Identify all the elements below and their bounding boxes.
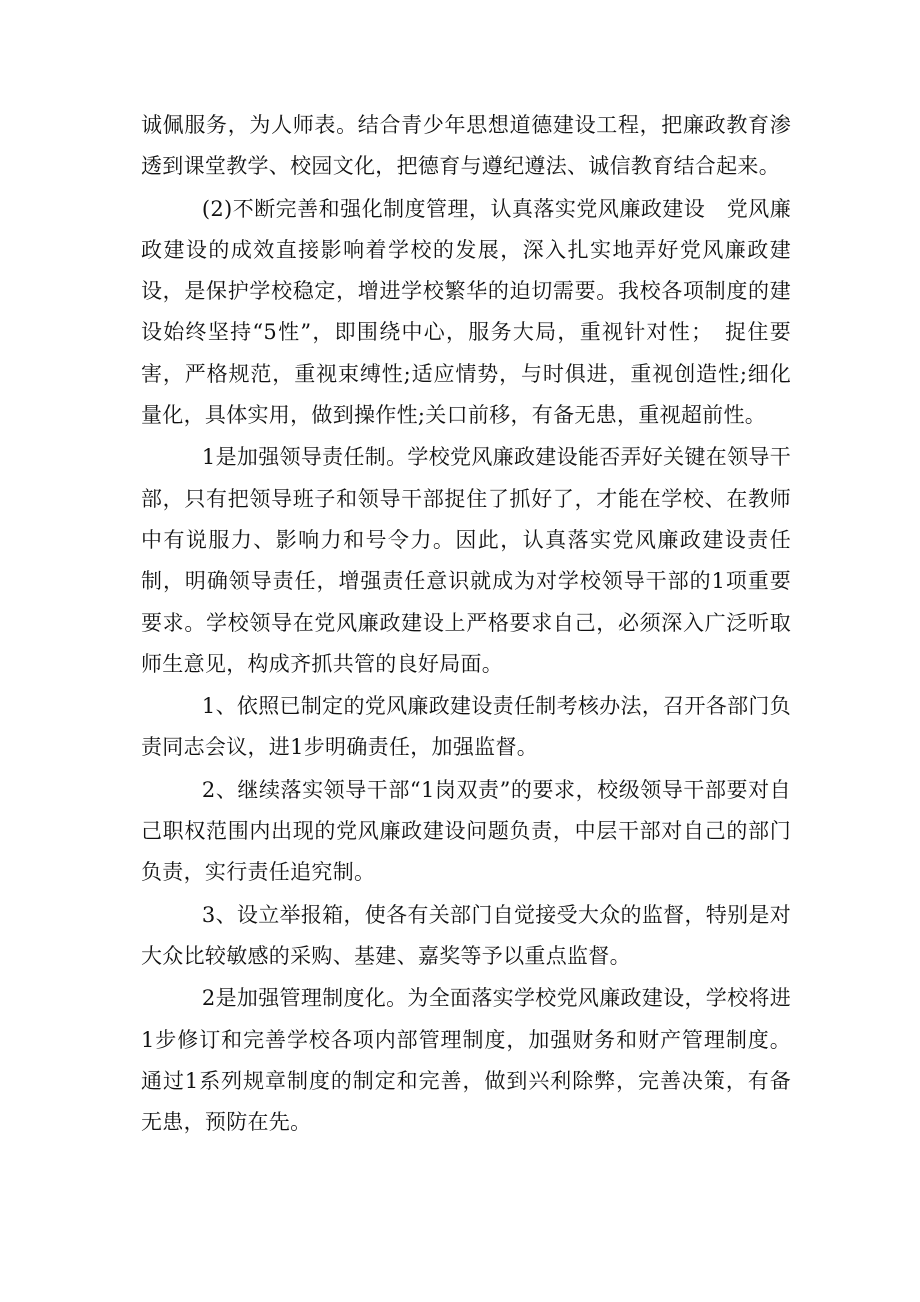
paragraph-item-2: 2、继续落实领导干部“1岗双责”的要求，校级领导干部要对自己职权范围内出现的党风廉政建设问题负责，中层干部对自己的部门负责，实行责任追究制。: [141, 777, 791, 885]
document-body: [141, 105, 791, 1143]
paragraph-item-3: 3、设立举报箱，使各有关部门自觉接受大众的监督，特别是对大众比较敏感的采购、基建、嘉奖等予以重点监督。: [141, 902, 791, 968]
paragraph-leadership-responsibility: 1是加强领导责任制。学校党风廉政建设能否弄好关键在领导干部，只有把领导班子和领导干部捉住了抓好了，才能在学校、在教师中有说服力、影响力和号令力。因此，认真落实党风廉政建设责任制，明确领导责任，增强责任意识就成为对学校领导干部的1项重要要求。学校领导在党风廉政建设上严格要求自己，必须深入广泛听取师生意见，构成齐抓共管的良好局面。: [141, 445, 791, 676]
paragraph-management-institutionalization: 2是加强管理制度化。为全面落实学校党风廉政建设，学校将进1步修订和完善学校各项内部管理制度，加强财务和财产管理制度。通过1系列规章制度的制定和完善，做到兴利除弊，完善决策，有备无患，预防在先。: [141, 986, 791, 1135]
paragraph-item-1: 1、依照已制定的党风廉政建设责任制考核办法，召开各部门负责同志会议，进1步明确责任，加强监督。: [141, 694, 791, 760]
paragraph-system-management: (2)不断完善和强化制度管理，认真落实党风廉政建设 党风廉政建设的成效直接影响着学校的发展，深入扎实地弄好党风廉政建设，是保护学校稳定，增进学校繁华的迫切需要。我校各项制度的建设始终坚持“5性”，即围绕中心，服务大局，重视针对性； 捉住要害，严格规范，重视束缚性;适应情势，与时俱进，重视创造性;细化量化，具体实用，做到操作性;关口前移，有备无患，重视超前性。: [141, 196, 791, 428]
paragraph-continuation: 诚佩服务，为人师表。结合青少年思想道德建设工程，把廉政教育渗透到课堂教学、校园文化，把德育与遵纪遵法、诚信教育结合起来。: [141, 113, 791, 179]
